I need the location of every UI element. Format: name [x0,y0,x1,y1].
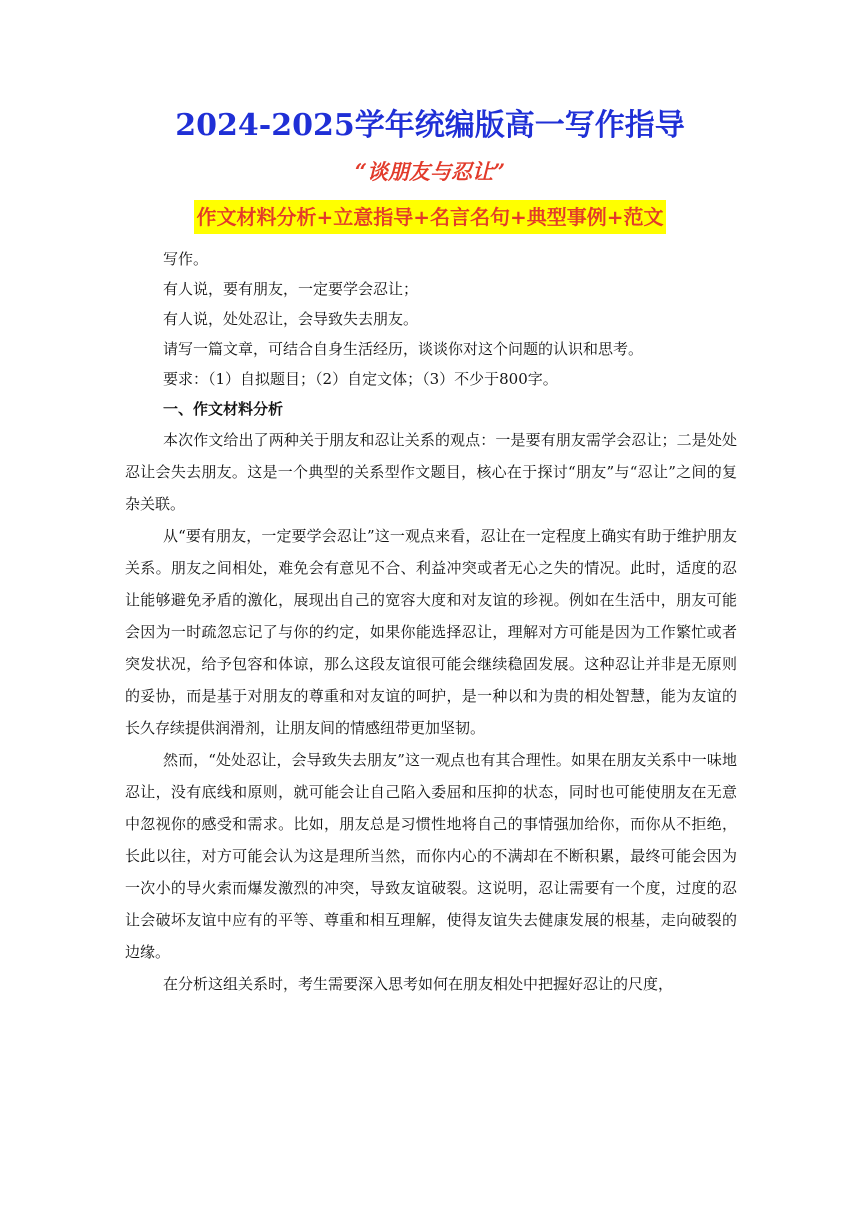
highlight-text: 作文材料分析+立意指导+名言名句+典型事例+范文 [194,200,665,234]
document-title: 2024-2025学年统编版高一写作指导 [175,108,685,143]
document-subtitle: “谈朋友与忍让” [354,159,506,184]
paragraph-1: 本次作文给出了两种关于朋友和忍让关系的观点：一是要有朋友需学会忍让；二是处处忍让会失去朋友。这是一个典型的关系型作文题目，核心在于探讨“朋友”与“忍让”之间的复杂关联。 [125,431,737,513]
prompt-line-1: 写作。 [163,250,209,268]
paragraph-2: 从“要有朋友，一定要学会忍让”这一观点来看，忍让在一定程度上确实有助于维护朋友关系。朋友之间相处，难免会有意见不合、利益冲突或者无心之失的情况。此时，适度的忍让能够避免矛盾的激化，展现出自己的宽容大度和对友谊的珍视。例如在生活中，朋友可能会因为一时疏忽忘记了与你的约定，如果你能选择忍让，理解对方可能是因为工作繁忙或者突发状况，给予包容和体谅，那么这段友谊很可能会继续稳固发展。这种忍让并非是无原则的妥协，而是基于对朋友的尊重和对友谊的呵护，是一种以和为贵的相处智慧，能为友谊的长久存续提供润滑剂，让朋友间的情感纽带更加坚韧。 [125,527,737,737]
paragraph-3: 然而，“处处忍让，会导致失去朋友”这一观点也有其合理性。如果在朋友关系中一味地忍让，没有底线和原则，就可能会让自己陷入委屈和压抑的状态，同时也可能使朋友在无意中忽视你的感受和需求。比如，朋友总是习惯性地将自己的事情强加给你，而你从不拒绝，长此以往，对方可能会认为这是理所当然，而你内心的不满却在不断积累，最终可能会因为一次小的导火索而爆发激烈的冲突，导致友谊破裂。这说明，忍让需要有一个度，过度的忍让会破坏友谊中应有的平等、尊重和相互理解，使得友谊失去健康发展的根基，走向破裂的边缘。 [125,751,737,961]
section-heading: 一、作文材料分析 [163,400,284,418]
prompt-requirements: 要求：（1）自拟题目；（2）自定文体；（3）不少于800字。 [163,370,558,388]
prompt-line-4: 请写一篇文章，可结合自身生活经历，谈谈你对这个问题的认识和思考。 [163,340,644,358]
paragraph-4: 在分析这组关系时，考生需要深入思考如何在朋友相处中把握好忍让的尺度， [163,975,674,993]
highlight-banner [0,200,860,234]
prompt-line-3: 有人说，处处忍让，会导致失去朋友。 [163,310,419,328]
prompt-line-2: 有人说，要有朋友，一定要学会忍让； [163,280,419,298]
document-body [125,244,737,1000]
